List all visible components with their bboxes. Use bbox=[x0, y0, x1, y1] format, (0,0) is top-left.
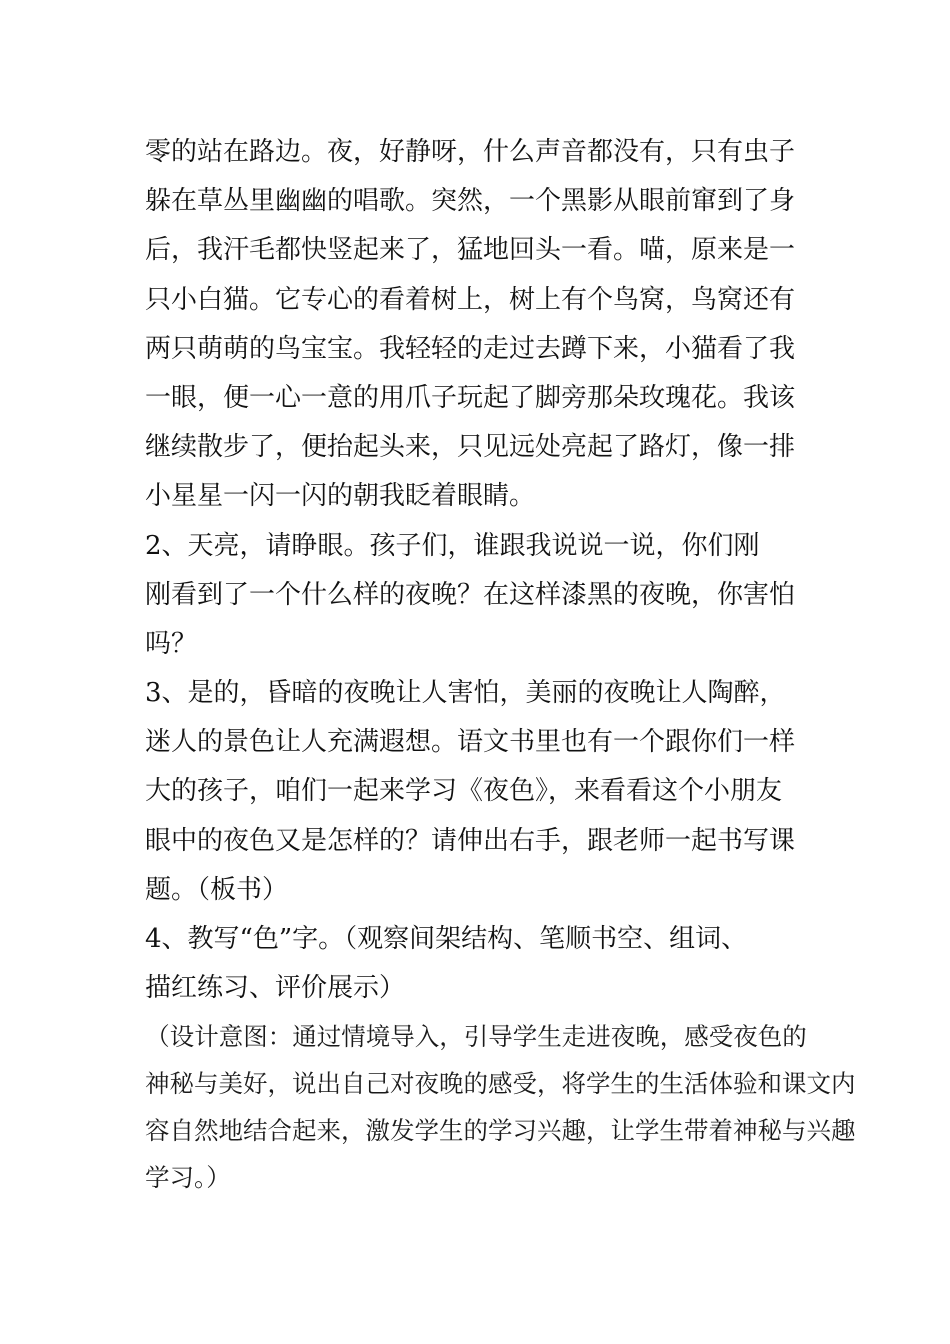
text-line: 继续散步了，便抬起头来，只见远处亮起了路灯，像一排 bbox=[145, 432, 796, 463]
text-line: 大的孩子，咱们一起来学习《夜色》，来看看这个小朋友 bbox=[145, 776, 783, 807]
note-line: 神秘与美好，说出自己对夜晚的感受，将学生的生活体验和课文内 bbox=[145, 1069, 856, 1099]
text-line: 2、天亮，请睁眼。孩子们，谁跟我说说一说，你们刚 bbox=[93, 530, 760, 561]
text-line: 题。（板书） bbox=[145, 874, 289, 905]
design-intent-note bbox=[133, 1013, 856, 1201]
note-line: 学习。） bbox=[145, 1163, 231, 1193]
text-line: 3、是的，昏暗的夜晚让人害怕，美丽的夜晚让人陶醉， bbox=[93, 678, 786, 709]
text-line: 迷人的景色让人充满遐想。语文书里也有一个跟你们一样 bbox=[145, 727, 796, 758]
text-line: 一眼，便一心一意的用爪子玩起了脚旁那朵玫瑰花。我该 bbox=[145, 382, 796, 413]
note-line: 容自然地结合起来，激发学生的学习兴趣，让学生带着神秘与兴趣 bbox=[145, 1116, 856, 1146]
text-line: 4、教写“色”字。（观察间架结构、笔顺书空、组词、 bbox=[93, 924, 748, 954]
text-line: 两只萌萌的鸟宝宝。我轻轻的走过去蹲下来，小猫看了我 bbox=[145, 333, 796, 364]
text-line: 刚看到了一个什么样的夜晚？在这样漆黑的夜晚，你害怕 bbox=[145, 579, 796, 610]
body-text bbox=[93, 128, 856, 1201]
text-line: 描红练习、评价展示） bbox=[145, 973, 406, 1004]
text-line: 后，我汗毛都快竖起来了，猛地回头一看。喵，原来是一 bbox=[145, 235, 796, 266]
text-line: 吗？ bbox=[145, 628, 198, 659]
note-line: （设计意图：通过情境导入，引导学生走进夜晚，感受夜色的 bbox=[133, 1022, 807, 1052]
text-line: 躲在草丛里幽幽的唱歌。突然，一个黑影从眼前窜到了身 bbox=[145, 186, 796, 217]
text-line: 眼中的夜色又是怎样的？请伸出右手，跟老师一起书写课 bbox=[145, 825, 796, 856]
text-line: 零的站在路边。夜，好静呀，什么声音都没有，只有虫子 bbox=[145, 137, 796, 167]
text-line: 只小白猫。它专心的看着树上，树上有个鸟窝，鸟窝还有 bbox=[145, 284, 796, 315]
text-line: 小星星一闪一闪的朝我眨着眼睛。 bbox=[145, 481, 536, 512]
